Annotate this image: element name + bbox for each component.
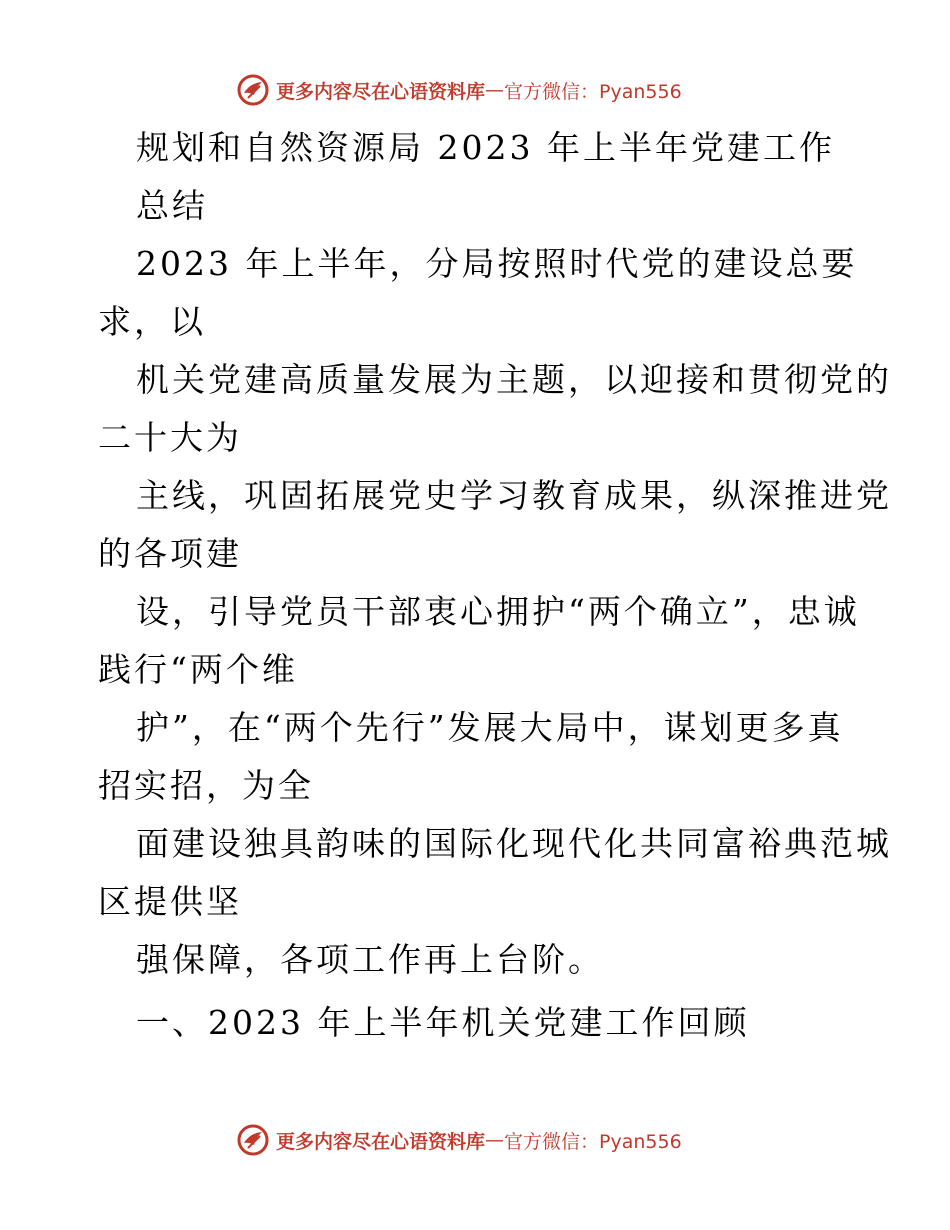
header-watermark-banner [236,72,682,108]
document-title: 规划和自然资源局 2023 年上半年党建工作 [136,128,835,167]
banner-wechat: 官方微信：Pyan556 [504,80,682,103]
paragraph-line: 强保障，各项工作再上台阶。 [136,940,604,979]
paragraph-line: 区提供坚 [98,882,242,921]
banner-text: 更多内容尽在心语资料库 [276,80,486,103]
banner-wechat: 官方微信：Pyan556 [504,1130,682,1153]
paragraph-line: 设，引导党员干部衷心拥护“两个确立”，忠诚 [136,592,860,631]
footer-watermark-banner [236,1122,682,1158]
banner-text: 更多内容尽在心语资料库 [276,1130,486,1153]
section-heading: 一、2023 年上半年机关党建工作回顾 [136,1003,750,1042]
paragraph-line: 2023 年上半年，分局按照时代党的建设总要 [136,244,858,283]
paragraph-line: 践行“两个维 [98,650,298,689]
paragraph-line: 的各项建 [98,534,242,573]
paragraph-line: 面建设独具韵味的国际化现代化共同富裕典范城 [136,824,892,863]
banner-separator: — [485,79,505,101]
paragraph-line: 求，以 [98,302,206,341]
paragraph-line: 护”，在“两个先行”发展大局中，谋划更多真 [136,708,844,747]
brand-logo-icon [236,1123,270,1157]
banner-separator: — [485,1129,505,1151]
brand-logo-icon [236,73,270,107]
paragraph-line: 招实招，为全 [98,766,314,805]
document-title-continued: 总结 [136,186,208,225]
paragraph-line: 主线，巩固拓展党史学习教育成果，纵深推进党 [136,476,892,515]
paragraph-line: 机关党建高质量发展为主题，以迎接和贯彻党的 [136,360,892,399]
paragraph-line: 二十大为 [98,418,242,457]
